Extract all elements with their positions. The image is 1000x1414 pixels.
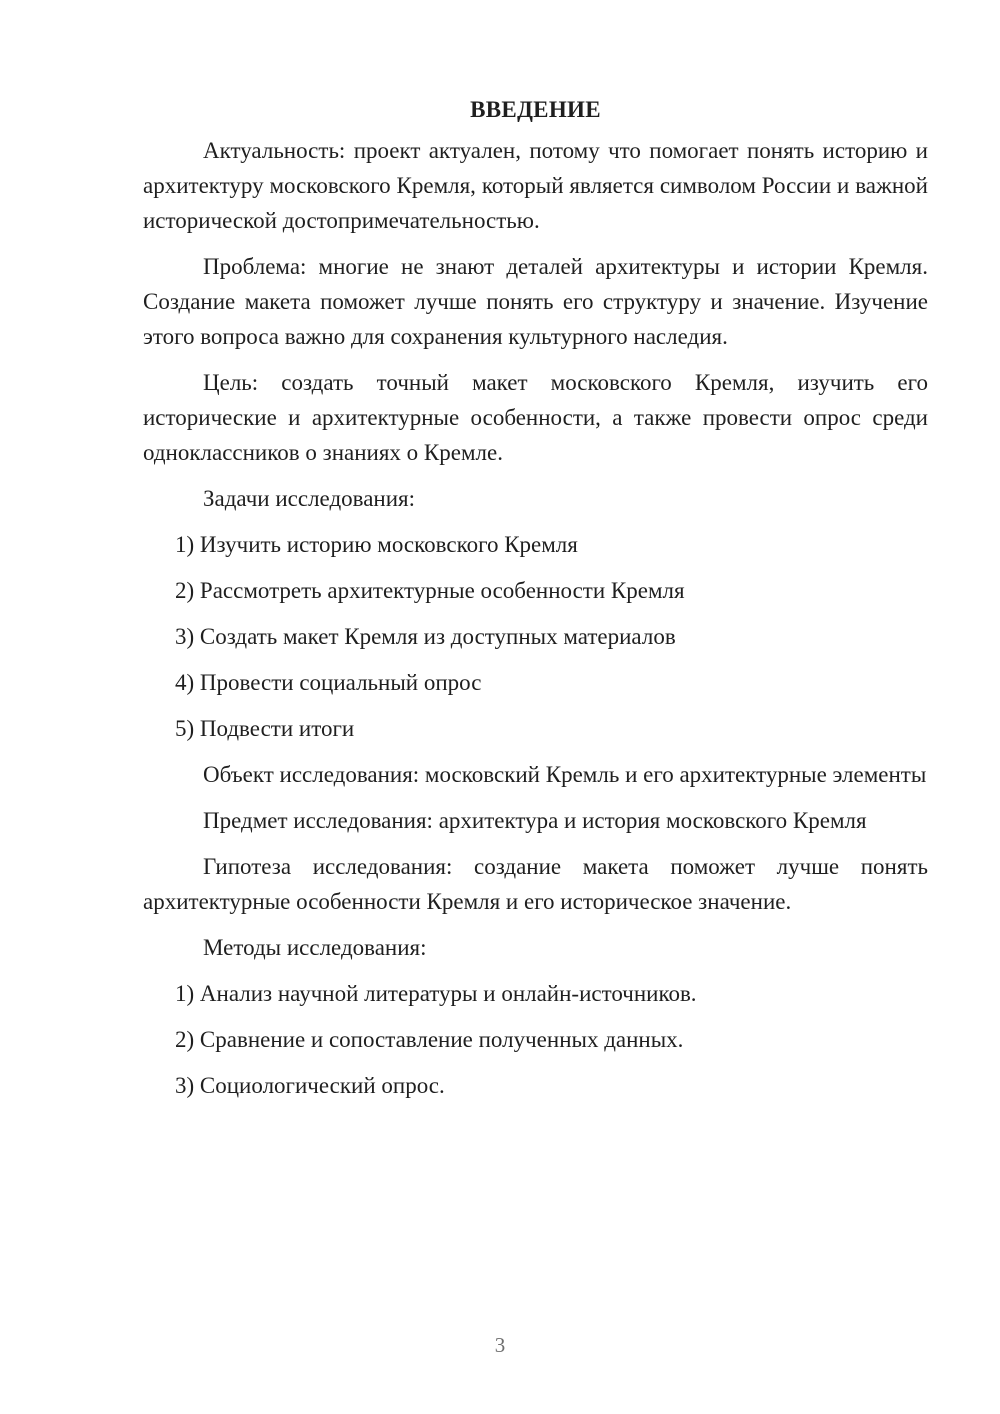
subject-paragraph: Предмет исследования: архитектура и история московского Кремля (203, 808, 867, 833)
task-item: 2) Рассмотреть архитектурные особенности Кремля (175, 578, 685, 603)
tasks-list (143, 527, 928, 746)
tasks-heading: Задачи исследования: (203, 486, 416, 511)
page-heading: ВВЕДЕНИЕ (470, 97, 601, 122)
task-item: 4) Провести социальный опрос (175, 670, 482, 695)
problem-paragraph: Проблема: многие не знают деталей архитектуры и истории Кремля. Создание макета поможет лучше понять его структуру и значение. Изучение этого вопроса важно для сохранения культурного наследия. (143, 254, 928, 349)
task-item: 5) Подвести итоги (175, 716, 355, 741)
object-paragraph: Объект исследования: московский Кремль и его архитектурные элементы (203, 762, 927, 787)
methods-heading: Методы исследования: (203, 935, 427, 960)
task-item: 3) Создать макет Кремля из доступных материалов (175, 624, 676, 649)
method-item: 2) Сравнение и сопоставление полученных данных. (175, 1027, 684, 1052)
method-item: 3) Социологический опрос. (175, 1073, 445, 1098)
methods-list (143, 976, 928, 1103)
method-item: 1) Анализ научной литературы и онлайн-источников. (175, 981, 697, 1006)
task-item: 1) Изучить историю московского Кремля (175, 532, 578, 557)
hypothesis-paragraph: Гипотеза исследования: создание макета поможет лучше понять архитектурные особенности Кремля и его историческое значение. (143, 854, 928, 914)
relevance-paragraph: Актуальность: проект актуален, потому что помогает понять историю и архитектуру московского Кремля, который является символом России и важной исторической достопримечательностью. (143, 138, 928, 233)
goal-paragraph: Цель: создать точный макет московского Кремля, изучить его исторические и архитектурные особенности, а также провести опрос среди одноклассников о знаниях о Кремле. (143, 370, 928, 465)
page-number: 3 (494, 1333, 506, 1357)
page-content (143, 92, 928, 1114)
